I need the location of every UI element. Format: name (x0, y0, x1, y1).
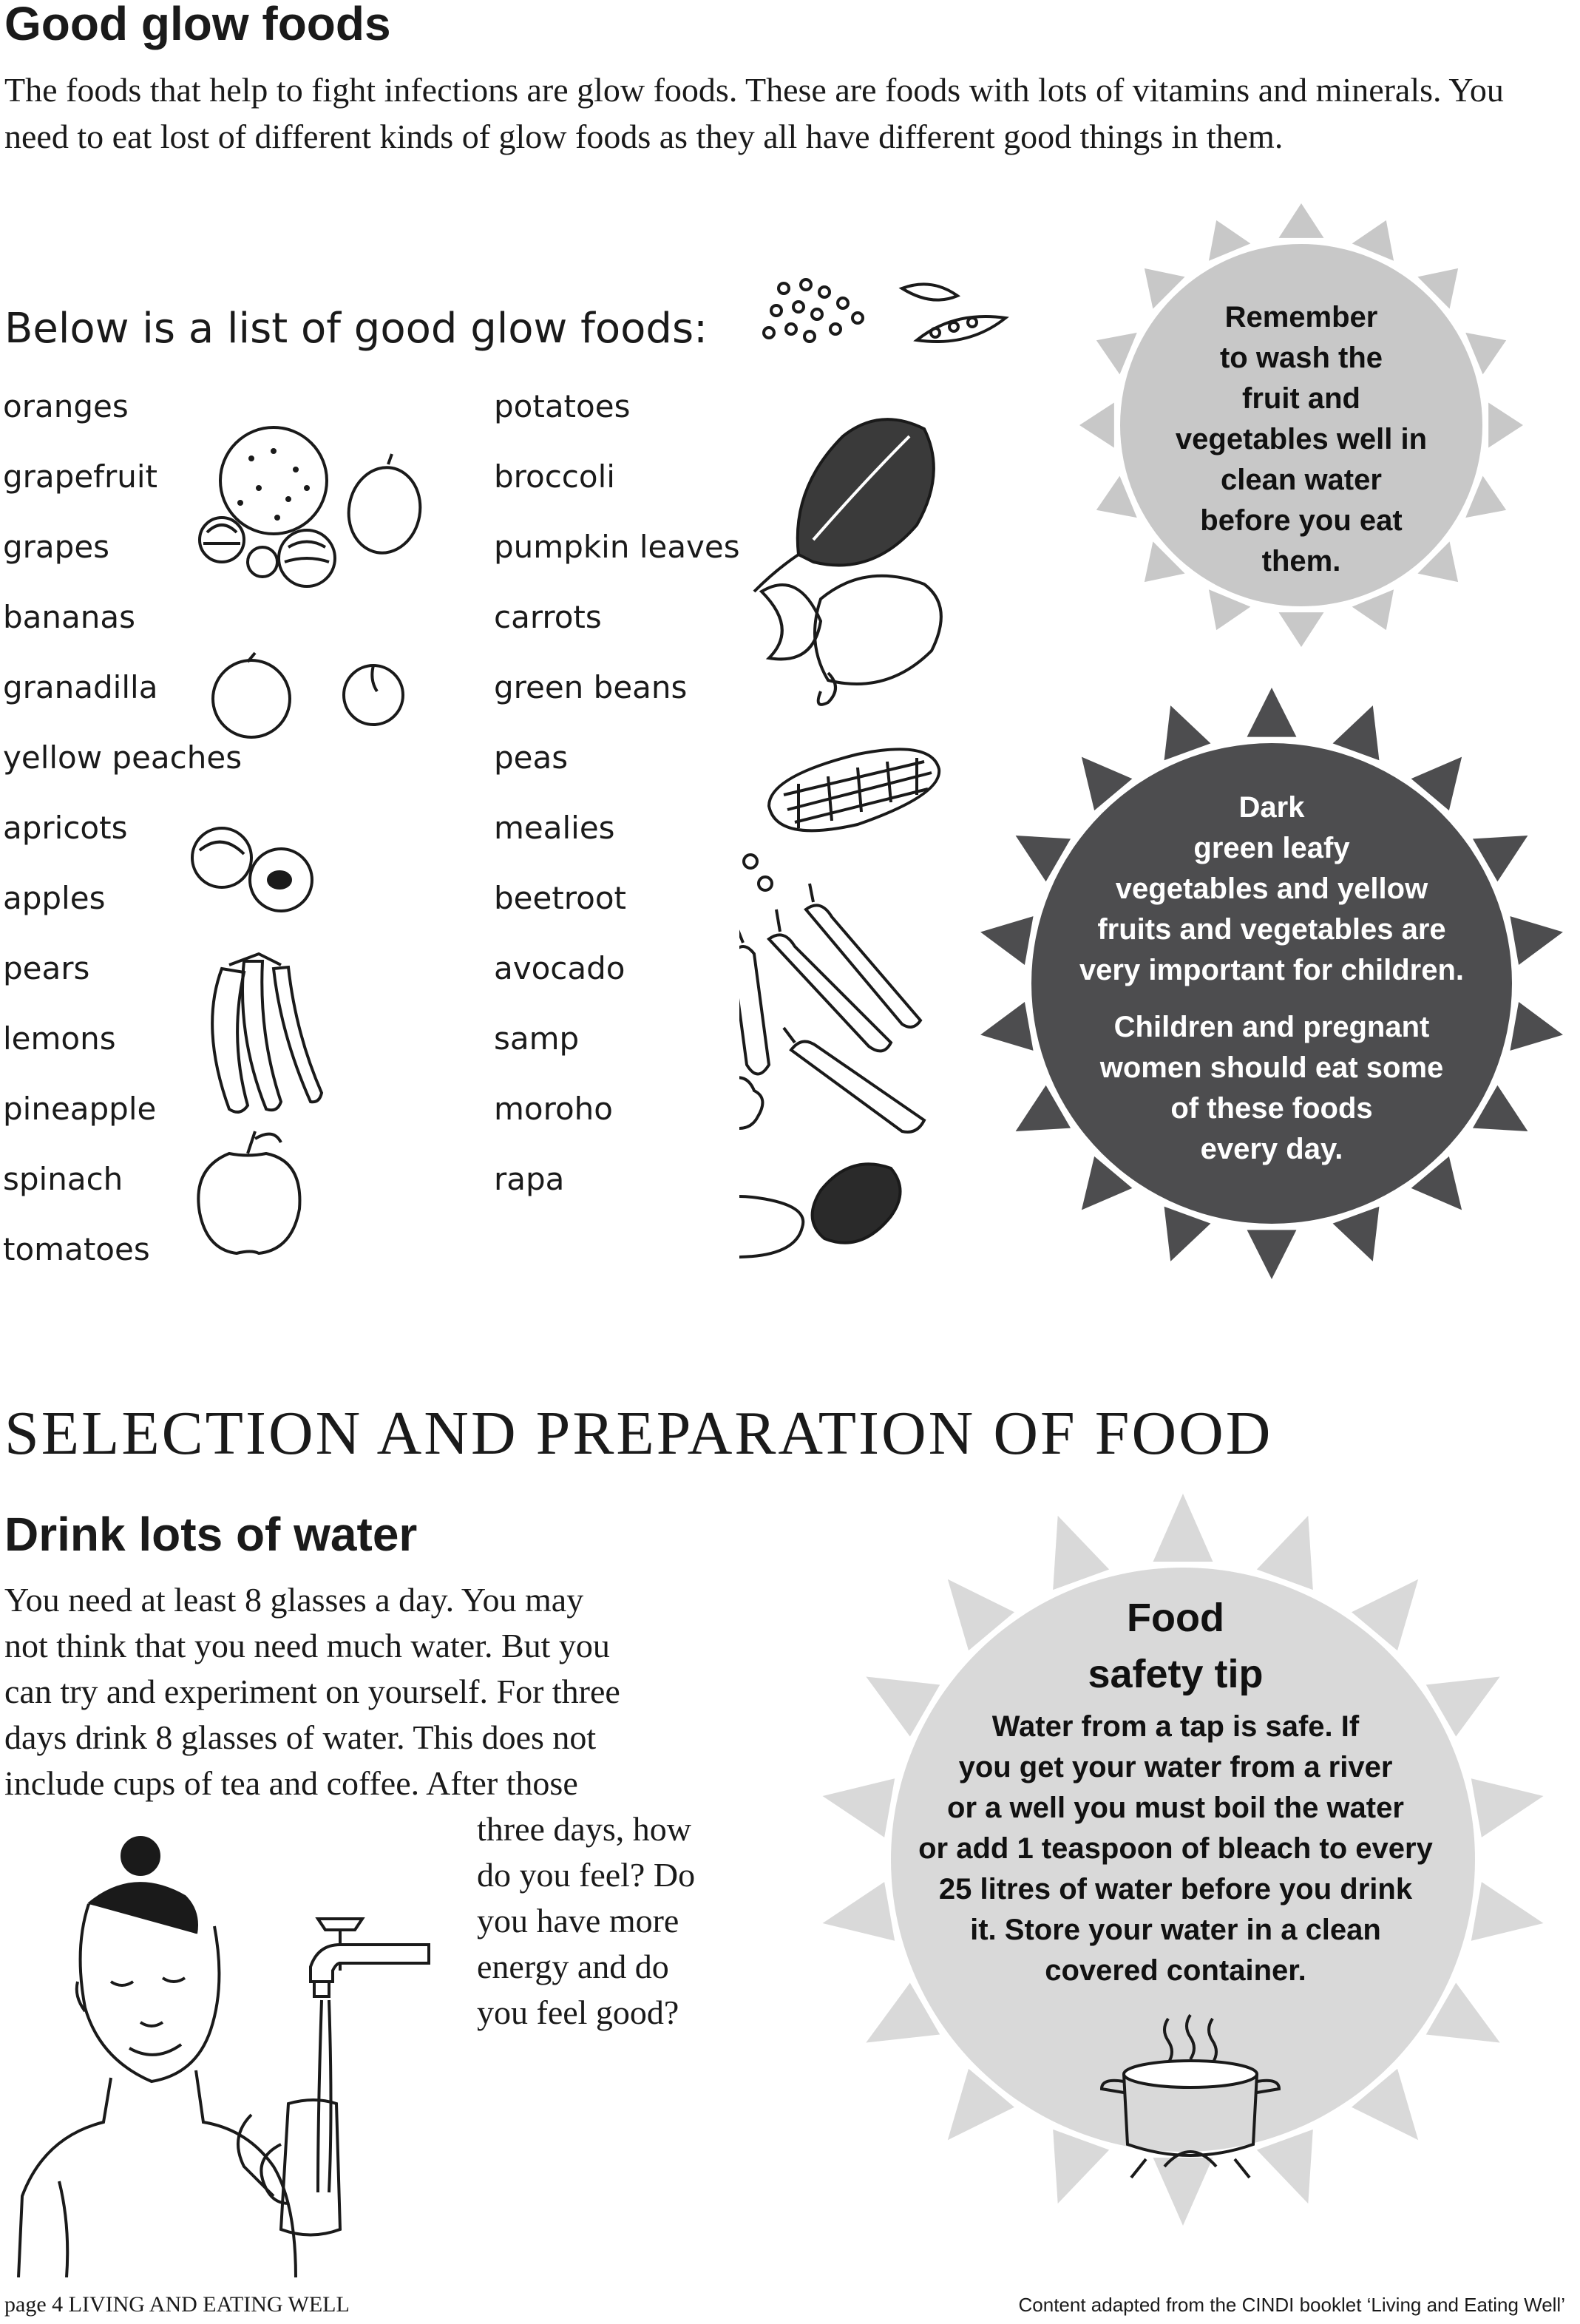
list-item: grapes (3, 529, 110, 565)
glow-foods-title: Good glow foods (4, 0, 391, 50)
tip-line: Water from a tap is safe. If (991, 1710, 1360, 1743)
list-item: green beans (494, 669, 688, 705)
tip-line: Dark (1238, 791, 1305, 824)
tip-line: or a well you must boil the water (947, 1792, 1404, 1824)
sun-ray (1278, 612, 1323, 647)
tip-line: Remember (1224, 301, 1378, 333)
sun-ray (980, 1002, 1033, 1051)
list-item: potatoes (494, 388, 631, 424)
orange-icon (220, 427, 327, 534)
paragraph-line: You need at least 8 glasses a day. You may (4, 1581, 584, 1619)
apricot-icon (192, 828, 312, 911)
list-item: oranges (3, 388, 129, 424)
list-item: carrots (494, 599, 602, 635)
sun-ray (1510, 916, 1562, 965)
tip-line: fruit and (1242, 382, 1360, 415)
paragraph-line: include cups of tea and coffee. After those (4, 1764, 578, 1802)
sun-ray (1278, 203, 1323, 238)
list-item: apples (3, 880, 106, 916)
tip-line: Children and pregnant (1113, 1011, 1430, 1043)
list-item: bananas (3, 599, 135, 635)
tip-line: or add 1 teaspoon of bleach to every (918, 1832, 1433, 1865)
sun-ray (1333, 1207, 1380, 1261)
list-item: yellow peaches (3, 739, 243, 776)
glow-list-heading: Below is a list of good glow foods: (4, 305, 708, 353)
tip-line: you get your water from a river (958, 1751, 1393, 1783)
list-item: grapefruit (3, 458, 157, 495)
broccoli-icon (739, 1077, 762, 1153)
sun-ray (1471, 1882, 1544, 1941)
paragraph-line: do you feel? Do (477, 1856, 696, 1894)
grapes-icon (200, 518, 335, 586)
paragraph-line: can try and experiment on yourself. For three (4, 1673, 620, 1710)
safety-tip-title (1020, 1590, 1331, 1702)
list-item: mealies (494, 810, 615, 846)
leafy-tip-text (1035, 787, 1508, 1170)
tip-line: of these foods (1170, 1092, 1373, 1125)
tip-line: covered container. (1045, 1954, 1306, 1987)
water-title: Drink lots of water (4, 1508, 418, 1561)
list-item: pumpkin leaves (494, 529, 740, 565)
tip-line: women should eat some (1099, 1051, 1444, 1084)
list-item: samp (494, 1020, 580, 1057)
safety-tip-body (880, 1707, 1471, 1991)
tip-line: safety tip (1088, 1652, 1264, 1696)
paragraph-line: you feel good? (477, 1993, 679, 2031)
sun-ray (1164, 1207, 1211, 1261)
tip-line: fruits and vegetables are (1097, 913, 1446, 946)
granadilla-icon (213, 653, 403, 737)
paragraph-line: three days, how (477, 1810, 691, 1848)
list-item: rapa (494, 1161, 565, 1197)
tip-line: clean water (1221, 464, 1382, 496)
list-item: pineapple (3, 1091, 157, 1127)
paragraph-line: not think that you need much water. But you (4, 1627, 610, 1664)
sun-ray (1333, 705, 1380, 760)
mealie-icon (744, 749, 939, 890)
tip-line: vegetables and yellow (1115, 873, 1428, 905)
page-footer-right: Content adapted from the CINDI booklet ‘Living and Eating Well’ (1018, 2294, 1565, 2316)
tip-line: Food (1127, 1596, 1224, 1640)
list-item: granadilla (3, 669, 158, 705)
fruit-illustrations (177, 414, 444, 754)
sun-ray (1164, 705, 1211, 760)
tip-line: every day. (1200, 1133, 1343, 1165)
peas-icon (764, 280, 1006, 342)
list-item: tomatoes (3, 1231, 150, 1267)
sun-ray (1079, 402, 1114, 447)
tip-line: them. (1261, 545, 1341, 577)
tip-line: to wash the (1219, 342, 1383, 374)
boiling-pot-icon (1094, 2011, 1286, 2181)
woman-tap-illustration (15, 1834, 473, 2277)
lemon-icon (342, 454, 427, 558)
tip-line: 25 litres of water before you drink (938, 1873, 1413, 1905)
list-item: peas (494, 739, 569, 776)
list-item: avocado (494, 950, 625, 986)
sun-ray (1471, 1778, 1544, 1837)
tip-line: very important for children. (1079, 954, 1465, 986)
tip-line: vegetables well in (1175, 423, 1428, 455)
banana-icon (212, 954, 322, 1112)
sun-ray (980, 916, 1033, 965)
sun-ray (1053, 1516, 1109, 1590)
page-footer-left: page 4 LIVING AND EATING WELL (4, 2292, 350, 2317)
sun-ray (1257, 1516, 1313, 1590)
tip-line: green leafy (1193, 832, 1350, 864)
carrot-icon (739, 884, 924, 1132)
list-item: lemons (3, 1020, 116, 1057)
paragraph-line: energy and do (477, 1948, 669, 1985)
paragraph-line: days drink 8 glasses of water. This does not (4, 1718, 597, 1756)
tip-line: before you eat (1200, 504, 1403, 537)
pumpkin-leaves-icon (762, 576, 941, 705)
avocado-icon (739, 1164, 901, 1257)
paragraph-line: you have more (477, 1902, 679, 1940)
sun-ray (1247, 1230, 1297, 1279)
sun-ray (1153, 1494, 1213, 1562)
glow-foods-intro: The foods that help to fight infections are glow foods. These are foods with lots of vitamins and minerals. You need to eat lost of different kinds of glow foods as they all have different good things in them. (4, 71, 1504, 155)
sun-ray (1247, 688, 1297, 737)
section-heading: SELECTION AND PREPARATION OF FOOD (4, 1399, 1273, 1468)
list-item: broccoli (494, 458, 615, 495)
fruit-illustrations-lower (177, 813, 340, 1257)
list-item: moroho (494, 1091, 613, 1127)
list-item: pears (3, 950, 90, 986)
tip-line: it. Store your water in a clean (970, 1914, 1381, 1946)
sun-ray (1510, 1002, 1562, 1051)
list-item: apricots (3, 810, 128, 846)
list-item: beetroot (494, 880, 627, 916)
wash-tip-text (1139, 297, 1464, 582)
spinach-icon (754, 419, 934, 592)
sun-ray (1488, 402, 1523, 447)
apple-icon (198, 1131, 299, 1253)
list-item: spinach (3, 1161, 123, 1197)
